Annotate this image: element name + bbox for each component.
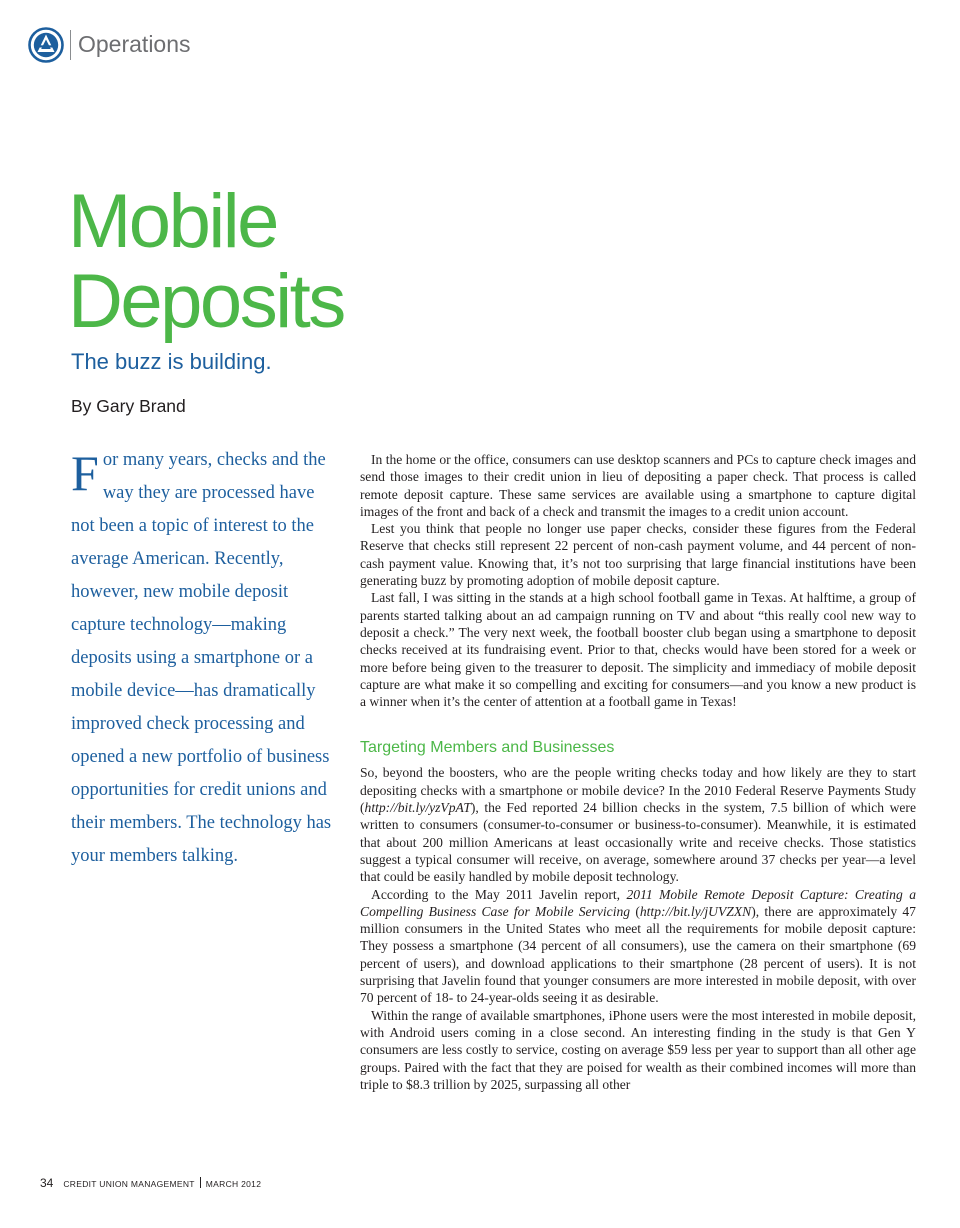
report-title: 2011 Mobile Remote Deposit Capture: Creating a Compelling Business Case for Mobile Servicing: [360, 886, 916, 919]
body-paragraph: According to the May 2011 Javelin report, 2011 Mobile Remote Deposit Capture: Creating a Compelling Business Case for Mobile Servicing (http://bit.ly/jUVZXN), there are approximately 47 million consumers in the United States who meet all the requirements for mobile deposit capture: They possess a smartphone (34 percent of all consumers), use the camera on their smartphone (69 percent of users), and download applications to their smartphone (28 percent of users). It is not surprising that Javelin found that younger consumers are more interested in mobile deposit, with over 70 percent of 18- to 24-year-olds seeing it as desirable.: [360, 886, 916, 1006]
body-paragraph: So, beyond the boosters, who are the people writing checks today and how likely are they to start depositing checks with a smartphone or mobile device? In the 2010 Federal Reserve Payments Study (http://bit.ly/yzVpAT), the Fed reported 24 billion checks in the system, 7.5 billion of which were written to consumers (consumer-to-consumer or business-to-consumer). Meanwhile, it is estimated that about 200 million Americans at least occasionally write and receive checks. Those statistics suggest a typical consumer will receive, on average, somewhere around 37 checks per year—a level that could be easily handled by mobile deposit technology.: [360, 765, 916, 885]
body-paragraph: Last fall, I was sitting in the stands at a high school football game in Texas. At halftime, a group of parents started talking about an ad campaign running on TV and about “this really cool new way to deposit a check.” The very next week, the football booster club began using a smartphone to deposit checks received at its fundraising event. Prior to that, checks would have been stored for a week or more before being given to the treasurer to deposit. The simplicity and immediacy of mobile deposit capture are what make it so compelling and exciting for consumers—and you know a new product is a winner when it’s the center of attention at a football game in Texas!: [360, 590, 916, 710]
section-label: Operations: [78, 31, 191, 57]
page-footer: [40, 1174, 261, 1192]
study-link: http://bit.ly/yzVpAT: [364, 800, 471, 816]
title-line-1: Mobile: [68, 179, 277, 264]
section-subhead: Targeting Members and Businesses: [360, 739, 615, 757]
byline: By Gary Brand: [71, 396, 186, 416]
issue-date: MARCH 2012: [205, 1179, 262, 1189]
page-number: 34: [40, 1176, 54, 1190]
header-divider: [70, 30, 71, 60]
intro-paragraph: [71, 444, 336, 873]
article-title: [68, 179, 344, 344]
body-paragraph: Within the range of available smartphones, iPhone users were the most interested in mobile deposit, with Android users coming in a close second. An interesting finding in the study is that Gen Y consumers are less costly to service, costing on average $59 less per year to support than all other age groups. Paired with the fact that they are poised for wealth as their combined incomes will more than triple to $8.3 trillion by 2025, surpassing all other: [360, 1007, 916, 1092]
article-subtitle: The buzz is building.: [71, 349, 272, 374]
intro-text: or many years, checks and the way they are processed have not been a topic of interest to the average American. Recently, however, new mobile deposit capture technology—making deposits using a smartphone or a mobile device—has dramatically improved check processing and opened a new portfolio of business opportunities for credit unions and their members. The technology has your members talking.: [71, 450, 332, 866]
footer-divider: [200, 1177, 201, 1188]
title-line-2: Deposits: [68, 259, 344, 344]
body-column: [360, 451, 916, 1093]
drop-cap: F: [71, 445, 99, 501]
cu-logo-icon: [28, 27, 64, 63]
body-paragraph: In the home or the office, consumers can use desktop scanners and PCs to capture check images and send those images to their credit union in lieu of depositing a paper check. That process is called remote deposit capture. These same services are available using a smartphone to capture digital images of the front and back of a check and transmit the images to a credit union account.: [360, 452, 916, 519]
publication-name: CREDIT UNION MANAGEMENT: [63, 1179, 195, 1189]
body-paragraph: Lest you think that people no longer use paper checks, consider these figures from the Federal Reserve that checks still represent 22 percent of non-cash payment volume, and 44 percent of non-cash payment value. Knowing that, it’s not too surprising that large financial institutions have been generating buzz by promoting adoption of mobile deposit capture.: [360, 521, 916, 589]
report-link: http://bit.ly/jUVZXN: [639, 903, 752, 919]
